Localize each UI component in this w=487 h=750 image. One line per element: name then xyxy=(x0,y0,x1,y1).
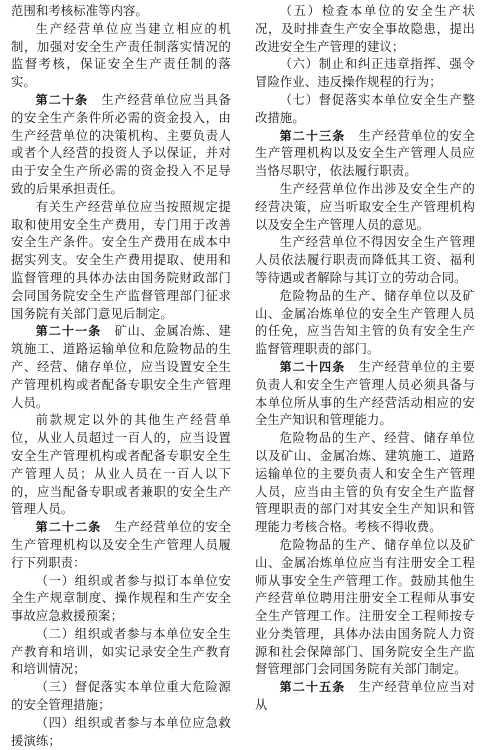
article-24 xyxy=(255,359,475,430)
article-text: 生产经营单位的主要负责人和安全生产管理人员必须具备与本单位所从事的生产经营活动相应的安全生产知识和管理能力。 xyxy=(255,359,475,428)
paragraph: 范围和考核标准等内容。 xyxy=(11,4,148,18)
list-item: （五）检查本单位的安全生产状况，及时排查生产安全事故隐患，提出改进安全生产管理的建议； xyxy=(255,4,475,54)
article-23 xyxy=(255,128,475,181)
article-label: 第二十四条 xyxy=(279,359,346,374)
article-label: 第二十条 xyxy=(35,92,89,107)
article-label: 第二十二条 xyxy=(35,520,102,535)
article-label: 第二十五条 xyxy=(279,680,346,695)
article-label: 第二十三条 xyxy=(279,128,346,143)
list-item: （一）组织或者参与拟订本单位安全生产规章制度、操作规程和生产安全事故应急救援预案； xyxy=(11,573,231,624)
article-label: 第二十一条 xyxy=(35,324,102,339)
list-item: （四）组织或者参与本单位应急救援演练； xyxy=(11,715,231,748)
article-21 xyxy=(11,323,231,412)
paragraph: 危险物品的生产、经营、储存单位以及矿山、金属冶炼、建筑施工、道路运输单位的主要负责人和安全生产管理人员，应当由主管的负有安全生产监督管理职责的部门对其安全生产知识和管理能力考核合格。考核不得收费。 xyxy=(255,431,475,535)
paragraph: 生产经营单位应当建立相应的机制，加强对安全生产责任制落实情况的监督考核，保证安全生产责任制的落实。 xyxy=(11,21,231,90)
article-22 xyxy=(11,519,231,572)
paragraph: 生产经营单位不得因安全生产管理人员依法履行职责而降低其工资、福利等待遇或者解除与其订立的劳动合同。 xyxy=(255,235,475,285)
paragraph: 生产经营单位作出涉及安全生产的经营决策，应当听取安全生产管理机构以及安全生产管理人员的意见。 xyxy=(255,181,475,232)
article-text: 生产经营单位应当具备的安全生产条件所必需的资金投入，由生产经营单位的决策机构、主要负责人或者个人经营的投资人予以保证，并对由于安全生产所必需的资金投入不足导致的后果承担责任。 xyxy=(11,92,231,196)
list-item: （二）组织或者参与本单位安全生产教育和培训，如实记录安全生产教育和培训情况； xyxy=(11,626,231,677)
article-text: 生产经营单位应当对从 xyxy=(255,680,475,713)
article-text: 生产经营单位的安全生产管理机构以及安全生产管理人员应当恪尽职守，依法履行职责。 xyxy=(255,128,475,179)
left-column xyxy=(11,3,231,750)
right-column xyxy=(255,3,475,715)
article-text: 矿山、金属冶炼、建筑施工、道路运输单位和危险物品的生产、经营、储存单位，应当设置安全生产管理机构或者配备专职安全生产管理人员。 xyxy=(11,324,231,410)
list-item: （六）制止和纠正违章指挥、强令冒险作业、违反操作规程的行为； xyxy=(255,57,475,90)
paragraph: 有关生产经营单位应当按照规定提取和使用安全生产费用，专门用于改善安全生产条件。安全生产费用在成本中据实列支。安全生产费用提取、使用和监督管理的具体办法由国务院财政部门会同国务院安全生产监督管理部门征求国务院有关部门意见后制定。 xyxy=(11,199,231,321)
article-text: 生产经营单位的安全生产管理机构以及安全生产管理人员履行下列职责： xyxy=(11,520,231,570)
article-20 xyxy=(11,92,231,199)
paragraph: 危险物品的生产、储存单位以及矿山、金属冶炼单位的安全生产管理人员的任免，应当告知主管的负有安全生产监督管理职责的部门。 xyxy=(255,288,475,357)
article-25 xyxy=(255,679,475,715)
paragraph: 前款规定以外的其他生产经营单位，从业人员超过一百人的，应当设置安全生产管理机构或者配备专职安全生产管理人员；从业人员在一百人以下的，应当配备专职或者兼职的安全生产管理人员。 xyxy=(11,413,231,517)
list-item: （七）督促落实本单位安全生产整改措施。 xyxy=(255,92,475,125)
list-item: （三）督促落实本单位重大危险源的安全管理措施； xyxy=(11,680,231,713)
paragraph: 危险物品的生产、储存单位以及矿山、金属冶炼单位应当有注册安全工程师从事安全生产管理工作。鼓励其他生产经营单位聘用注册安全工程师从事安全生产管理工作。注册安全工程师按专业分类管理，具体办法由国务院人力资源和社会保障部门、国务院安全生产监督管理部门会同国务院有关部门制定。 xyxy=(255,537,475,677)
